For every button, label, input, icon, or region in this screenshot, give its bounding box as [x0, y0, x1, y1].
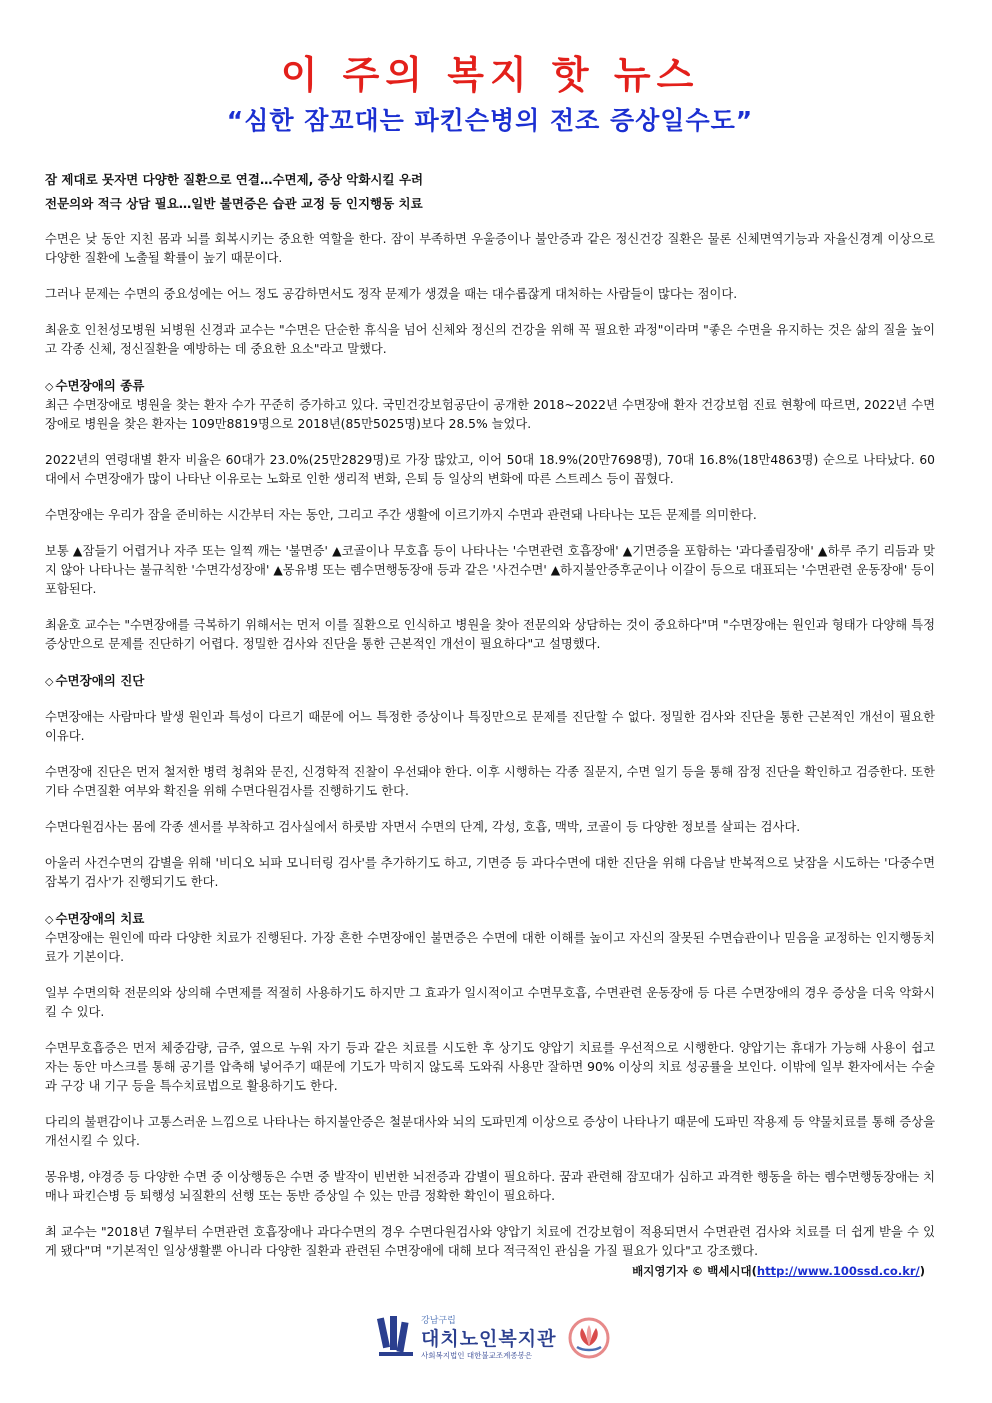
paragraph: 수면장애 진단은 먼저 철저한 병력 청취와 문진, 신경학적 진찰이 우선돼야 한다. 이후 시행하는 각종 질문지, 수면 일기 등을 통해 잠정 진단을 확인하고 검증한다. 또한 기타 수면질환 여부와 확진을 위해 수면다원검사를 진행하기도 한다.	[45, 765, 935, 798]
paragraph: 수면장애는 원인에 따라 다양한 치료가 진행된다. 가장 흔한 수면장애인 불면증은 수면에 대한 이해를 높이고 자신의 잘못된 수면습관이나 믿음을 교정하는 인지행동치료가 기본이다.	[45, 931, 935, 964]
section-heading-label: 수면장애의 종류	[55, 378, 145, 393]
lead-line: 전문의와 적극 상담 필요…일반 불면증은 습관 교정 등 인지행동 치료	[45, 196, 423, 211]
organization-logo	[377, 1314, 617, 1362]
paragraph: 최윤호 인천성모병원 뇌병원 신경과 교수는 "수면은 단순한 휴식을 넘어 신체와 정신의 건강을 위해 꼭 필요한 과정"이라며 "좋은 수면을 유지하는 것은 삶의 질을 높이고 각종 신체, 정신질환을 예방하는 데 중요한 요소"라고 말했다.	[45, 323, 935, 356]
lead-line: 잠 제대로 못자면 다양한 질환으로 연결…수면제, 증상 악화시킬 우려	[45, 172, 424, 187]
section-heading	[45, 909, 935, 929]
paragraph: 다리의 불편감이나 고통스러운 느낌으로 나타나는 하지불안증은 철분대사와 뇌의 도파민계 이상으로 증상이 나타나기 때문에 도파민 작용제 등 약물치료를 통해 증상을 개선시킬 수 있다.	[45, 1115, 935, 1148]
logo-text	[421, 1316, 556, 1361]
diamond-outline-icon: ◇	[45, 675, 54, 688]
paragraph: 최근 수면장애로 병원을 찾는 환자 수가 꾸준히 증가하고 있다. 국민건강보험공단이 공개한 2018~2022년 수면장애 환자 건강보험 진료 현황에 따르면, 2022년 수면장애로 병원을 찾은 환자는 109만8819명으로 2018년(85만5025명)보다 28.5% 늘었다.	[45, 398, 935, 431]
section-heading	[45, 671, 935, 691]
diamond-outline-icon: ◇	[45, 380, 54, 393]
paragraph: 최윤호 교수는 "수면장애를 극복하기 위해서는 먼저 이를 질환으로 인식하고 병원을 찾아 전문의와 상담하는 것이 중요하다"며 "수면장애는 원인과 형태가 다양해 특정 증상만으로 문제를 진단하기 어렵다. 정밀한 검사와 진단을 통한 근본적인 개선이 필요하다"고 설명했다.	[45, 618, 935, 651]
section-heading-label: 수면장애의 치료	[55, 911, 145, 926]
paragraph: 그러나 문제는 수면의 중요성에는 어느 정도 공감하면서도 정작 문제가 생겼을 때는 대수롭잖게 대처하는 사람들이 많다는 점이다.	[45, 287, 738, 301]
daechi-logo-mark-icon	[377, 1314, 417, 1360]
paragraph: 수면은 낮 동안 지친 몸과 뇌를 회복시키는 중요한 역할을 한다. 잠이 부족하면 우울증이나 불안증과 같은 정신건강 질환은 물론 신체면역기능과 자율신경계 이상으로 다양한 질환에 노출될 확률이 높기 때문이다.	[45, 232, 935, 265]
paragraph: 수면무호흡증은 먼저 체중감량, 금주, 옆으로 누워 자기 등과 같은 치료를 시도한 후 상기도 양압기 치료를 우선적으로 시행한다. 양압기는 휴대가 가능해 사용이 쉽고 자는 동안 마스크를 통해 공기를 압축해 넣어주기 때문에 기도가 막히지 않도록 도와줘 사용만 잘하면 90% 이상의 치료 성공률을 보인다. 이밖에 일부 환자에서는 수술과 구강 내 기구 등을 특수치료법으로 활용하기도 한다.	[45, 1041, 935, 1093]
logo-district: 강남구립	[421, 1316, 456, 1326]
article-headline: “심한 잠꼬대는 파킨슨병의 전조 증상일수도”	[226, 106, 754, 135]
section-heading	[45, 376, 935, 396]
section-heading-label: 수면장애의 진단	[55, 673, 145, 688]
article-page	[45, 50, 935, 1280]
logo-name: 대치노인복지관	[421, 1328, 557, 1350]
paragraph: 수면장애는 사람마다 발생 원인과 특성이 다르기 때문에 어느 특정한 증상이나 특징만으로 문제를 진단할 수 없다. 정밀한 검사와 진단을 통한 근본적인 개선이 필요한 이유다.	[45, 710, 935, 743]
paragraph: 수면장애는 우리가 잠을 준비하는 시간부터 자는 동안, 그리고 주간 생활에 이르기까지 수면과 관련돼 나타나는 모든 문제를 의미한다.	[45, 508, 757, 522]
paragraph: 아울러 사건수면의 감별을 위해 '비디오 뇌파 모니터링 검사'를 추가하기도 하고, 기면증 등 과다수면에 대한 진단을 위해 다음날 반복적으로 낮잠을 시도하는 '다중수면 잠복기 검사'가 진행되기도 한다.	[45, 856, 935, 889]
paragraph: 최 교수는 "2018년 7월부터 수면관련 호흡장애나 과다수면의 경우 수면다원검사와 양압기 치료에 건강보험이 적용되면서 수면관련 검사와 치료를 더 쉽게 받을 수 있게 됐다"며 "기본적인 일상생활뿐 아니라 다양한 질환과 관련된 수면장애에 대해 보다 적극적인 관심을 가질 필요가 있다"고 강조했다.	[45, 1225, 935, 1258]
paragraph: 보통 ▲잠들기 어렵거나 자주 또는 일찍 깨는 '불면증' ▲코골이나 무호흡 등이 나타나는 '수면관련 호흡장애' ▲기면증을 포함하는 '과다졸림장애' ▲하루 주기 리듬과 맞지 않아 나타나는 불규칙한 '수면각성장애' ▲몽유병 또는 렘수면행동장애 등과 같은 '사건수면' ▲하지불안증후군이나 이갈이 등으로 대표되는 '수면관련 운동장애' 등이 포함된다.	[45, 544, 935, 596]
page-title: 이 주의 복지 핫 뉴스	[280, 53, 700, 97]
lead-summary	[45, 168, 935, 216]
source-link[interactable]: http://www.100ssd.co.kr/	[756, 1264, 920, 1278]
copyright-text: © 백세시대(	[691, 1264, 757, 1278]
lotus-emblem-icon	[567, 1316, 611, 1360]
byline-close: )	[919, 1264, 925, 1278]
author-name: 배지영기자	[632, 1264, 688, 1278]
article-body	[45, 230, 935, 1261]
diamond-outline-icon: ◇	[45, 913, 54, 926]
byline	[45, 1262, 935, 1280]
paragraph: 수면다원검사는 몸에 각종 센서를 부착하고 검사실에서 하룻밤 자면서 수면의 단계, 각성, 호흡, 맥박, 코골이 등 다양한 정보를 살피는 검사다.	[45, 820, 801, 834]
paragraph: 2022년의 연령대별 환자 비율은 60대가 23.0%(25만2829명)로 가장 많았고, 이어 50대 18.9%(20만7698명), 70대 16.8%(18만4863명) 순으로 나타났다. 60대에서 수면장애가 많이 나타난 이유로는 노화로 인한 생리적 변화, 은퇴 등 일상의 변화에 따른 스트레스 등이 꼽혔다.	[45, 453, 935, 486]
paragraph: 몽유병, 야경증 등 다양한 수면 중 이상행동은 수면 중 발작이 빈번한 뇌전증과 감별이 필요하다. 꿈과 관련해 잠꼬대가 심하고 과격한 행동을 하는 렘수면행동장애는 치매나 파킨슨병 등 퇴행성 뇌질환의 선행 또는 동반 증상일 수 있는 만큼 정확한 확인이 필요하다.	[45, 1170, 935, 1203]
logo-foundation: 사회복지법인 대한불교조계종봉은	[421, 1351, 533, 1360]
paragraph: 일부 수면의학 전문의와 상의해 수면제를 적절히 사용하기도 하지만 그 효과가 일시적이고 수면무호흡, 수면관련 운동장애 등 다른 수면장애의 경우 증상을 더욱 악화시킬 수 있다.	[45, 986, 935, 1019]
